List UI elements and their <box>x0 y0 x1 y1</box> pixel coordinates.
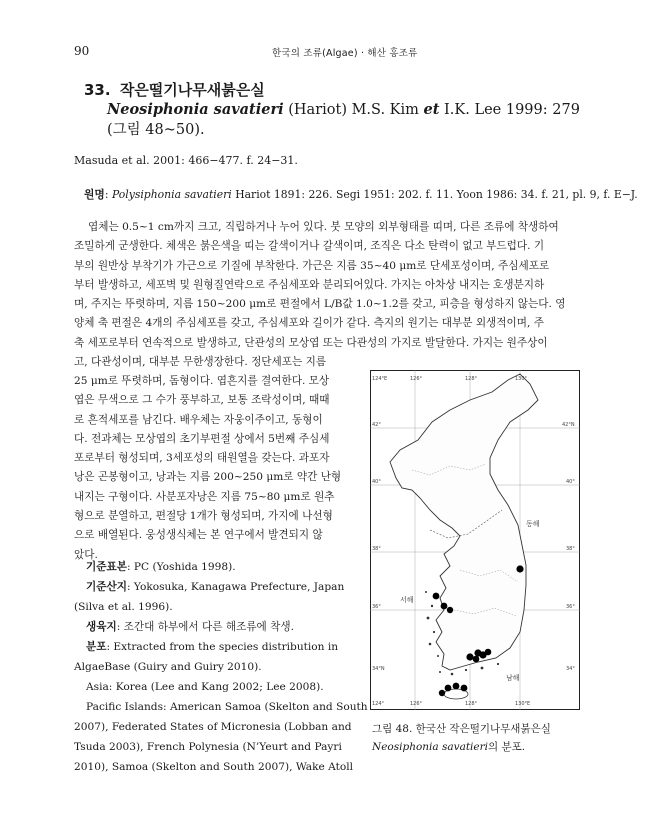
map-tick-right: 42°N <box>562 422 575 428</box>
description-line: 양체 축 편절은 4개의 주심세포를 갖고, 주심세포와 길이가 같다. 측지의 원기는 대부분 외생적이며, 주 <box>74 317 544 330</box>
caption-species: Neosiphonia savatieri <box>372 741 489 753</box>
distribution-pacific: Pacific Islands: American Samoa (Skelton and South <box>86 701 368 713</box>
map-tick-top: 130° <box>515 376 528 382</box>
figure-caption <box>372 720 582 756</box>
description-line: 으로 배열된다. 웅성생식체는 본 연구에서 발견되지 않 <box>74 529 323 542</box>
map-tick-right: 36° <box>566 604 575 610</box>
species-korean-name: 작은떨기나무새붉은실 <box>119 81 265 99</box>
description-left-column <box>74 372 351 565</box>
description-full-width <box>74 218 578 372</box>
description-line: 며, 주지는 뚜렷하며, 지름 150~200 μm로 편절에서 L/B값 1.0~1.2를 갖고, 피층을 형성하지 않는다. 영 <box>74 298 566 311</box>
type-locality-label: 기준산지 <box>86 581 127 593</box>
description-line: 25 μm로 뚜렷하며, 돔형이다. 엽흔지를 결여한다. 모상 <box>74 375 330 387</box>
map-tick-top: 124°E <box>372 376 388 382</box>
map-tick-bottom: 124° <box>372 701 385 707</box>
description-line: 부의 원반상 부착기가 가근으로 기질에 부착한다. 가근은 지름 35~40 μm로 단세포성이며, 주심세포로 <box>74 259 550 272</box>
scientific-name: Neosiphonia savatieri <box>107 101 284 118</box>
map-tick-bottom: 126° <box>410 701 423 707</box>
type-locality-text: : Yokosuka, Kanagawa Prefecture, Japan <box>126 581 345 593</box>
habitat-text: : 조간대 하부에서 다른 해조류에 착생. <box>116 621 294 633</box>
caption-line2 <box>372 738 582 756</box>
description-line: 엽체는 0.5~1 cm까지 크고, 직립하거나 누어 있다. 붓 모양의 외부형태를 띠며, 다른 조류에 착생하여 <box>88 221 559 233</box>
species-heading <box>84 80 584 100</box>
map-label-west-sea: 서해 <box>400 596 414 604</box>
habitat <box>74 617 351 637</box>
map-tick-left: 36° <box>372 604 381 610</box>
description-line: 았다. <box>74 548 98 561</box>
basionym-label: 원명 <box>84 188 105 201</box>
distribution-asia: Asia: Korea (Lee and Kang 2002; Lee 2008). <box>86 681 324 693</box>
authority-et: et <box>423 101 440 118</box>
distribution-text: : Extracted from the species distribution in <box>106 641 339 653</box>
distribution-label: 분포 <box>86 641 107 653</box>
type-specimen-text: : PC (Yoshida 1998). <box>126 561 236 573</box>
info-sections <box>74 557 368 777</box>
map-tick-bottom: 128° <box>465 701 478 707</box>
description-line: 부터 발생하고, 세포벽 및 원형질연락으로 주심세포와 분리되어있다. 가지는 아차상 내지는 호생분지하 <box>74 278 545 291</box>
map-tick-left: 42° <box>372 422 381 428</box>
basionym-species: Polysiphonia savatieri <box>111 188 232 201</box>
description-line: 내지는 구형이다. 사분포자낭은 지름 75~80 μm로 원추 <box>74 490 335 503</box>
map-tick-right: 40° <box>566 479 575 485</box>
distribution-pacific: Tsuda 2003), French Polynesia (N’Yeurt and Payri <box>74 741 342 753</box>
caption-suffix: 의 분포. <box>488 741 526 753</box>
habitat-label: 생육지 <box>86 621 117 633</box>
description-line: 다. 전과체는 모상엽의 초기부편절 상에서 5번째 주심세 <box>74 432 330 445</box>
description-line: 축 세포로부터 연속적으로 발생하고, 단관성의 모상엽 또는 다관성의 가지로 발달한다. 가지는 원주상이 <box>74 336 548 349</box>
map-tick-right: 38° <box>566 546 575 552</box>
caption-line1: 그림 48. 한국산 작은떨기나무새붉은실 <box>372 723 551 735</box>
description-line: 조밀하게 군생한다. 체색은 붉은색을 띠는 갈색이거나 갈색이며, 조직은 다소 탄력이 없고 부드럽다. 기 <box>74 240 545 253</box>
map-tick-left: 40° <box>372 479 381 485</box>
running-head: 한국의 조류(Algae) · 해산 홍조류 <box>272 48 418 59</box>
map-label-south-sea: 남해 <box>506 674 520 682</box>
species-scientific-line <box>84 100 584 120</box>
map-tick-right: 34° <box>566 666 575 672</box>
distribution <box>74 637 351 657</box>
description-line: 로 흔적세포를 남긴다. 배우체는 자웅이주이고, 동형이 <box>74 413 323 426</box>
map-tick-left: 38° <box>372 546 381 552</box>
map-label-east-sea: 동해 <box>526 520 540 528</box>
distribution-map <box>370 370 580 710</box>
species-number: 33. <box>84 81 111 99</box>
description-line: 고, 다관성이며, 대부분 무한생장한다. 정단세포는 지름 <box>74 356 327 369</box>
literature-citation: Masuda et al. 2001: 466−477. f. 24−31. <box>74 154 298 167</box>
map-tick-left: 34°N <box>372 666 385 672</box>
distribution-pacific: 2010), Samoa (Skelton and South 2007), Wake Atoll <box>74 761 354 773</box>
description-line: 엽은 무색으로 그 수가 풍부하고, 보통 조락성이며, 때때 <box>74 394 330 407</box>
basionym-colon: : <box>104 188 112 201</box>
distribution-cont: AlgaeBase (Guiry and Guiry 2010). <box>74 661 262 673</box>
type-locality <box>74 577 351 597</box>
figure-reference: (그림 48~50). <box>107 122 205 138</box>
basionym-rest: Hariot 1891: 226. Segi 1951: 202. f. 11. Yoon 1986: 34. f. 21, pl. 9, f. E−J. <box>231 188 638 201</box>
description-line: 형으로 분열하고, 편절당 1개가 형성되며, 가지에 나선형 <box>74 510 333 523</box>
map-tick-top: 128° <box>465 376 478 382</box>
authority-part2: I.K. Lee 1999: 279 <box>439 102 580 118</box>
type-locality-cont: (Silva et al. 1996). <box>74 601 173 613</box>
type-specimen-label: 기준표본 <box>86 561 127 573</box>
description-line: 포로부터 형성되며, 3세포성의 태원열을 갖는다. 과포자 <box>74 452 330 465</box>
basionym-line <box>84 187 638 202</box>
species-title-block <box>84 80 584 140</box>
type-specimen <box>74 557 351 577</box>
map-tick-top: 126° <box>410 376 423 382</box>
map-tick-bottom: 130°E <box>515 701 531 707</box>
description-line: 낭은 곤봉형이고, 낭과는 지름 200~250 μm로 약간 난형 <box>74 471 342 484</box>
distribution-pacific: 2007), Federated States of Micronesia (Lobban and <box>74 721 352 733</box>
page-number: 90 <box>74 44 90 58</box>
authority-part1: (Hariot) M.S. Kim <box>283 102 424 118</box>
